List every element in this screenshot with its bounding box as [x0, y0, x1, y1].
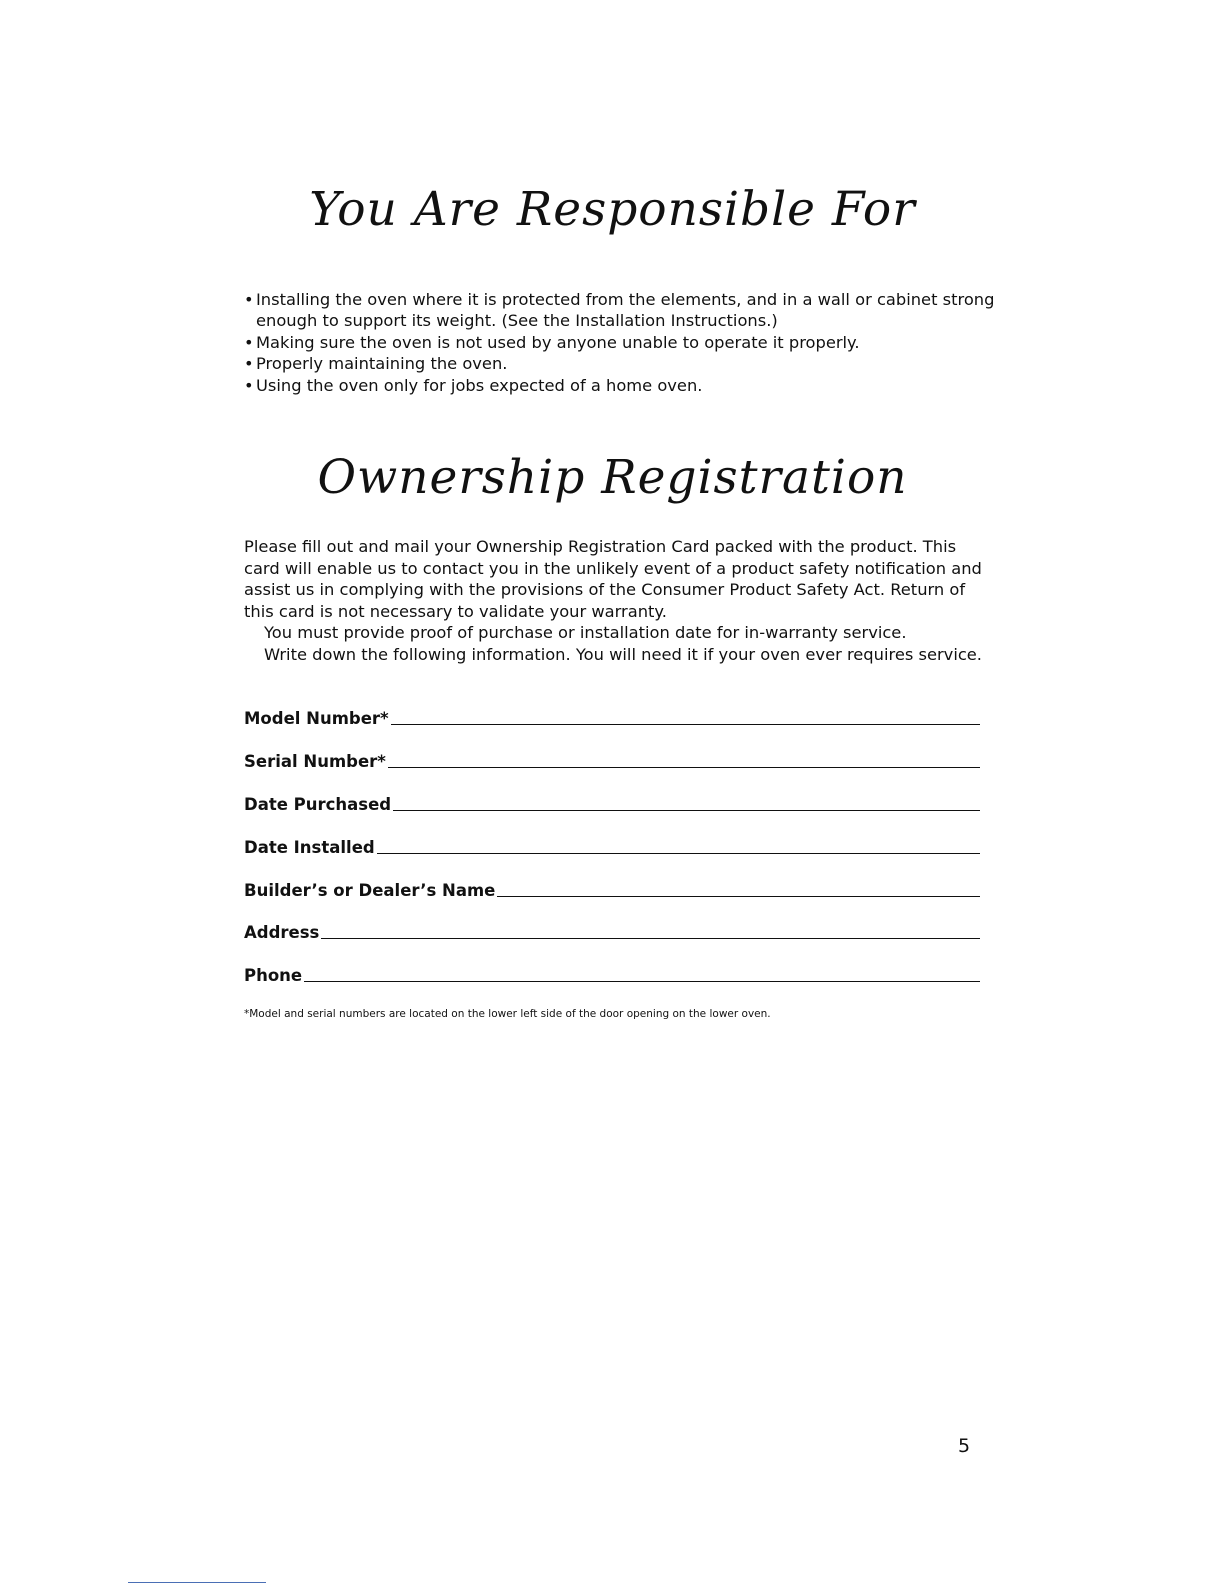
- list-item: • Installing the oven where it is protected from the elements, and in a wall or cabinet strong enough to support its weight. (See the Installation Instructions.): [244, 289, 1004, 332]
- phone-field: [244, 961, 980, 987]
- page-number: 5: [958, 1435, 971, 1457]
- dealer-name-label: Builder’s or Dealer’s Name: [244, 881, 496, 900]
- list-item: • Using the oven only for jobs expected of a home oven.: [244, 375, 1004, 396]
- serial-number-field: [244, 747, 980, 773]
- model-number-blank[interactable]: [391, 706, 980, 725]
- responsibility-list: [244, 289, 1004, 396]
- serial-number-blank[interactable]: [388, 749, 980, 768]
- registration-heading: Ownership Registration: [317, 450, 908, 505]
- list-item: • Properly maintaining the oven.: [244, 353, 1004, 374]
- scan-edge-line: [128, 1582, 266, 1583]
- responsible-heading: You Are Responsible For: [309, 182, 916, 237]
- date-installed-field: [244, 833, 980, 859]
- date-installed-label: Date Installed: [244, 838, 375, 857]
- dealer-name-blank[interactable]: [497, 878, 980, 897]
- date-purchased-field: [244, 790, 980, 816]
- model-number-field: [244, 704, 980, 730]
- date-purchased-blank[interactable]: [393, 792, 980, 811]
- phone-blank[interactable]: [304, 963, 980, 982]
- write-down-paragraph: Write down the following information. You will need it if your oven ever requires service.: [264, 644, 982, 664]
- registration-instructions: [244, 536, 984, 666]
- date-installed-blank[interactable]: [377, 835, 980, 854]
- dealer-name-field: [244, 876, 980, 902]
- address-blank[interactable]: [321, 920, 980, 939]
- proof-of-purchase-paragraph: You must provide proof of purchase or installation date for in-warranty service.: [264, 623, 907, 643]
- list-item: • Making sure the oven is not used by anyone unable to operate it properly.: [244, 332, 1004, 353]
- address-field: [244, 918, 980, 944]
- date-purchased-label: Date Purchased: [244, 795, 392, 814]
- address-label: Address: [244, 923, 320, 942]
- model-number-label: Model Number*: [244, 709, 389, 728]
- serial-location-footnote: *Model and serial numbers are located on the lower left side of the door opening on the lower oven.: [244, 1008, 771, 1020]
- serial-number-label: Serial Number*: [244, 752, 386, 771]
- registration-paragraph: Please fill out and mail your Ownership Registration Card packed with the product. This card will enable us to contact you in the unlikely event of a product safety notification and assist us in complying with the provisions of the Consumer Product Safety Act. Return of this card is not necessary to validate your warranty.: [244, 537, 982, 621]
- phone-label: Phone: [244, 966, 303, 985]
